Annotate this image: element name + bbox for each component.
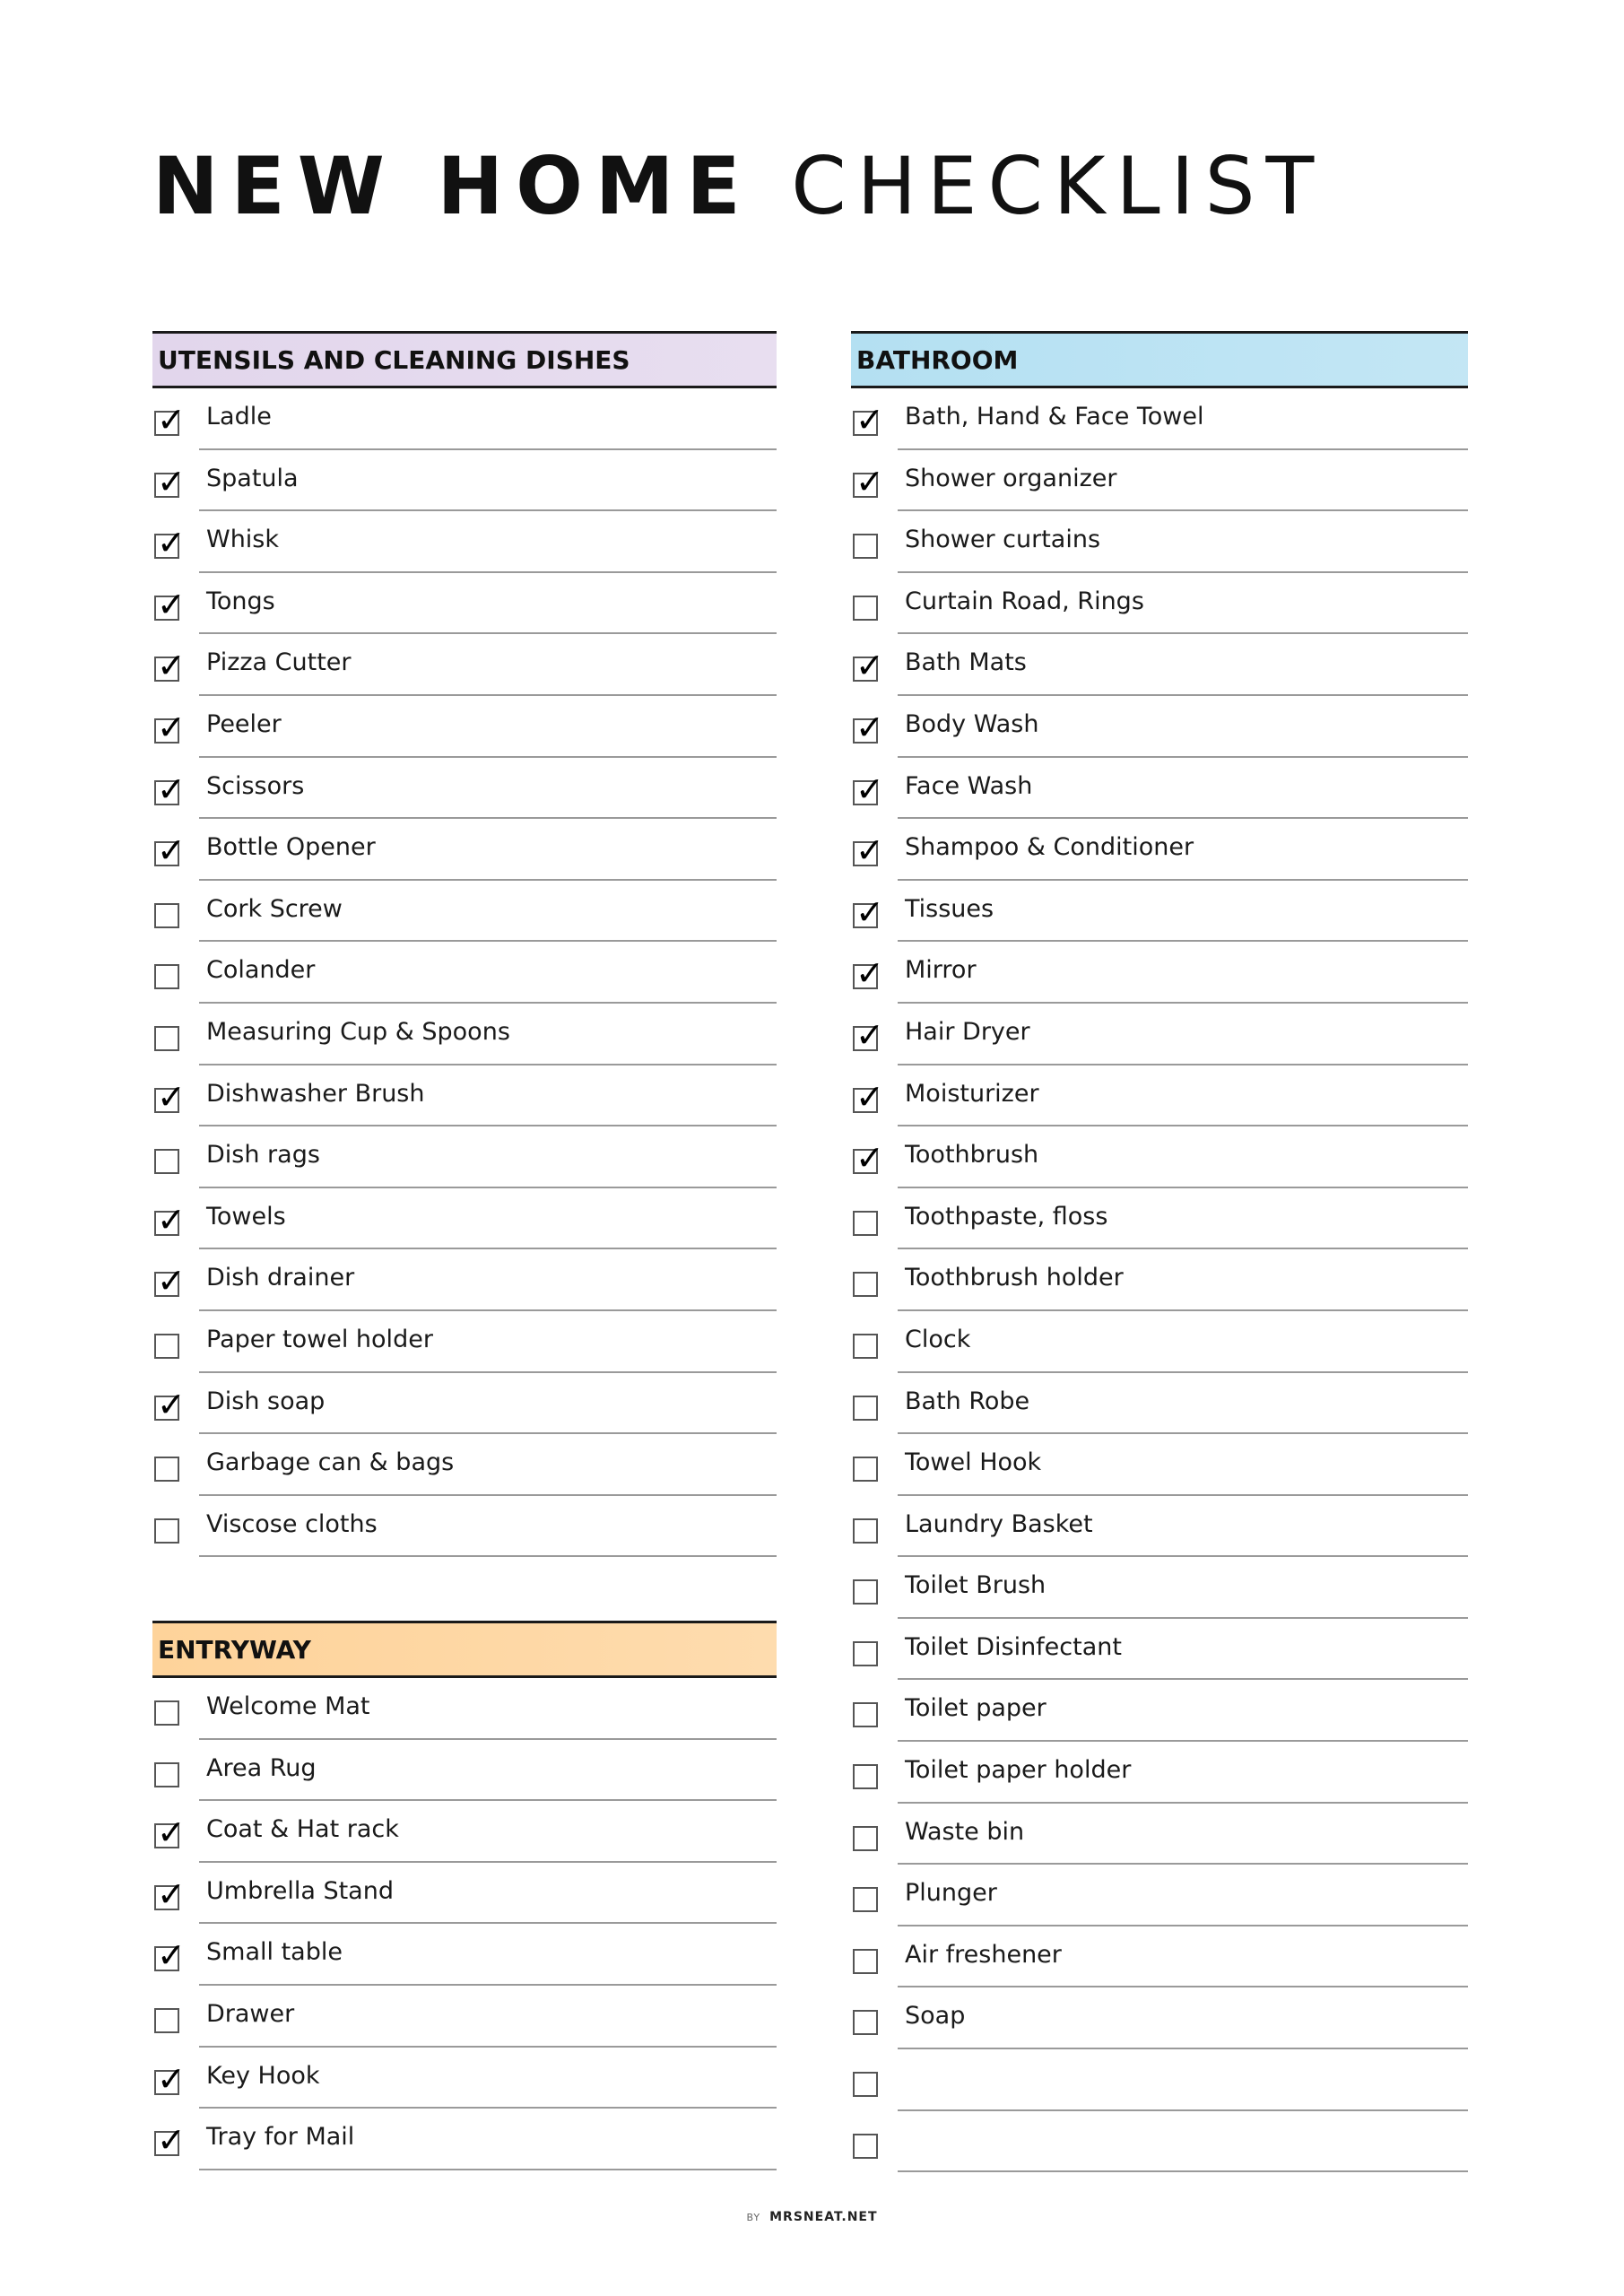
checkbox[interactable] — [154, 584, 186, 624]
item-label: Paper towel holder — [206, 1325, 433, 1353]
checklist-item — [851, 1557, 1468, 1619]
check-mark-icon: ✓ — [157, 646, 186, 686]
item-line — [898, 2049, 1468, 2111]
checkbox[interactable] — [853, 1518, 878, 1544]
item-line — [898, 1126, 1468, 1188]
item-line — [199, 2109, 777, 2170]
checkbox[interactable] — [853, 596, 878, 621]
item-line — [199, 819, 777, 881]
checkbox[interactable] — [853, 2010, 878, 2035]
checkbox[interactable] — [154, 523, 186, 563]
checkbox[interactable] — [853, 646, 884, 686]
checkbox[interactable] — [853, 1579, 878, 1605]
item-line — [898, 511, 1468, 573]
item-label: Drawer — [206, 1999, 295, 2028]
checklist-item — [152, 2109, 777, 2170]
checkbox[interactable] — [154, 1384, 186, 1424]
check-mark-icon: ✓ — [157, 2120, 186, 2161]
item-line — [199, 758, 777, 820]
page-title-light: CHECKLIST — [791, 140, 1325, 232]
checkbox[interactable] — [853, 1702, 878, 1727]
checklist-item — [851, 758, 1468, 820]
item-label: Peeler — [206, 709, 282, 738]
section-title: UTENSILS AND CLEANING DISHES — [158, 344, 630, 375]
item-label: Key Hook — [206, 2061, 320, 2090]
item-line — [199, 881, 777, 943]
item-line — [199, 1496, 777, 1558]
checklist-item — [851, 2111, 1468, 2173]
checklist-item — [851, 1249, 1468, 1311]
item-line — [898, 450, 1468, 512]
page-title — [152, 133, 1324, 240]
checklist-item — [152, 819, 777, 881]
checkbox[interactable] — [853, 461, 884, 501]
item-line — [898, 1557, 1468, 1619]
item-line — [199, 388, 777, 450]
checklist-item — [152, 388, 777, 450]
item-label: Laundry Basket — [905, 1509, 1093, 1538]
item-line — [898, 696, 1468, 758]
checkbox[interactable] — [853, 1138, 884, 1178]
checklist-item — [152, 1249, 777, 1311]
item-label: Bath Mats — [905, 648, 1027, 677]
item-label: Dishwasher Brush — [206, 1079, 425, 1108]
item-line — [898, 1065, 1468, 1127]
checklist-item — [851, 388, 1468, 450]
item-label: Toilet paper holder — [905, 1756, 1132, 1785]
item-line — [199, 1373, 777, 1435]
checklist-item — [152, 1434, 777, 1496]
item-line — [898, 1926, 1468, 1988]
checklist-item — [152, 758, 777, 820]
checklist-item — [851, 1496, 1468, 1558]
checkbox[interactable] — [154, 964, 179, 989]
item-label: Bath Robe — [905, 1387, 1030, 1415]
check-mark-icon: ✓ — [157, 831, 186, 871]
item-label: Bath, Hand & Face Towel — [905, 403, 1204, 430]
item-label: Umbrella Stand — [206, 1876, 394, 1905]
checklist-item — [851, 1804, 1468, 1866]
checklist-item — [152, 1496, 777, 1558]
item-label: Tongs — [206, 587, 275, 615]
item-label: Towels — [206, 1202, 286, 1231]
footer-by: BY — [746, 2212, 761, 2223]
checklist-item — [851, 1065, 1468, 1127]
checklist-item — [152, 450, 777, 512]
item-label: Body Wash — [905, 709, 1039, 738]
item-line — [898, 1188, 1468, 1250]
item-line — [898, 1619, 1468, 1681]
checkbox[interactable] — [154, 1026, 179, 1051]
checkbox[interactable] — [154, 400, 186, 439]
item-label: Toothbrush holder — [905, 1264, 1124, 1292]
checklist-item — [851, 819, 1468, 881]
section-title: BATHROOM — [856, 344, 1019, 375]
checklist-item — [152, 573, 777, 635]
checkbox[interactable] — [853, 1272, 878, 1297]
item-line — [898, 881, 1468, 943]
item-line — [199, 634, 777, 696]
checklist-item — [851, 1926, 1468, 1988]
item-label: Toothbrush — [905, 1141, 1039, 1170]
checklist-item — [152, 1678, 777, 1740]
checkbox[interactable] — [154, 2120, 186, 2161]
item-label: Toilet paper — [905, 1694, 1046, 1723]
item-line — [199, 2048, 777, 2109]
item-line — [898, 758, 1468, 820]
checklist-item — [851, 573, 1468, 635]
item-label: Small table — [206, 1938, 343, 1967]
checklist-item — [851, 634, 1468, 696]
checklist-item — [851, 1680, 1468, 1742]
checkbox[interactable] — [853, 1334, 878, 1359]
item-label: Clock — [905, 1325, 971, 1353]
item-label: Plunger — [905, 1879, 997, 1908]
check-mark-icon: ✓ — [157, 707, 186, 747]
check-mark-icon: ✓ — [157, 1813, 186, 1853]
checklist-utensils — [152, 388, 777, 1557]
checkbox[interactable] — [154, 461, 186, 501]
checklist-item — [851, 1619, 1468, 1681]
item-line — [199, 696, 777, 758]
item-line — [199, 1986, 777, 2048]
item-label: Colander — [206, 956, 316, 985]
check-mark-icon: ✓ — [157, 400, 186, 439]
item-line — [199, 1434, 777, 1496]
checkbox[interactable] — [853, 953, 884, 994]
item-label: Dish soap — [206, 1387, 326, 1415]
checkbox[interactable] — [853, 2072, 878, 2097]
item-line — [898, 819, 1468, 881]
check-mark-icon: ✓ — [855, 707, 884, 747]
item-label: Spatula — [206, 464, 299, 492]
checklist-item — [851, 511, 1468, 573]
checkbox[interactable] — [853, 2134, 878, 2159]
item-label: Hair Dryer — [905, 1017, 1030, 1046]
checkbox[interactable] — [853, 831, 884, 871]
checkbox[interactable] — [853, 1641, 878, 1666]
check-mark-icon: ✓ — [157, 1874, 186, 1914]
checkbox[interactable] — [154, 1935, 186, 1976]
check-mark-icon: ✓ — [157, 769, 186, 809]
checkbox[interactable] — [853, 769, 884, 809]
item-line — [898, 1680, 1468, 1742]
footer-site: MRSNEAT.NET — [769, 2210, 878, 2224]
checklist-entryway — [152, 1678, 777, 2170]
checkbox[interactable] — [853, 1887, 878, 1912]
checkbox[interactable] — [853, 534, 878, 559]
checkbox[interactable] — [154, 1518, 179, 1544]
section-title: ENTRYWAY — [158, 1634, 311, 1665]
item-label: Tray for Mail — [206, 2123, 355, 2152]
item-line — [898, 1311, 1468, 1373]
section-bathroom — [851, 331, 1468, 2172]
checklist-item — [851, 450, 1468, 512]
item-label: Cork Screw — [206, 894, 343, 923]
item-label: Coat & Hat rack — [206, 1815, 399, 1844]
checkbox[interactable] — [154, 903, 179, 928]
item-line — [199, 511, 777, 573]
checkbox[interactable] — [154, 1762, 179, 1787]
item-line — [199, 1065, 777, 1127]
checkbox[interactable] — [853, 891, 884, 932]
check-mark-icon: ✓ — [157, 1076, 186, 1117]
checklist-item — [851, 1865, 1468, 1926]
check-mark-icon: ✓ — [157, 1935, 186, 1976]
check-mark-icon: ✓ — [855, 1138, 884, 1178]
check-mark-icon: ✓ — [855, 1014, 884, 1055]
item-line — [898, 1987, 1468, 2049]
item-label: Ladle — [206, 403, 272, 430]
checklist-item — [152, 1126, 777, 1188]
item-line — [199, 1004, 777, 1065]
checkbox[interactable] — [853, 400, 884, 439]
page-title-bold: NEW HOME — [152, 140, 753, 232]
item-label: Soap — [905, 2002, 966, 2031]
item-line — [898, 2111, 1468, 2173]
item-line — [199, 1126, 777, 1188]
item-label: Face Wash — [905, 771, 1033, 800]
checklist-bathroom — [851, 388, 1468, 2172]
checkbox[interactable] — [154, 1199, 186, 1239]
checkbox[interactable] — [154, 769, 186, 809]
item-label: Toothpaste, floss — [905, 1202, 1108, 1231]
item-label: Moisturizer — [905, 1079, 1039, 1108]
check-mark-icon: ✓ — [855, 400, 884, 439]
checklist-item — [851, 2049, 1468, 2111]
checklist-item — [851, 696, 1468, 758]
checkbox[interactable] — [154, 1149, 179, 1174]
item-label: Mirror — [905, 956, 977, 985]
section-utensils — [152, 331, 777, 1557]
item-label: Viscose cloths — [206, 1509, 378, 1538]
item-line — [898, 634, 1468, 696]
section-header-entryway — [152, 1621, 777, 1678]
item-line — [898, 1496, 1468, 1558]
checklist-item — [152, 1801, 777, 1863]
check-mark-icon: ✓ — [157, 461, 186, 501]
check-mark-icon: ✓ — [157, 1384, 186, 1424]
item-label: Waste bin — [905, 1817, 1025, 1846]
item-line — [199, 1188, 777, 1250]
checkbox[interactable] — [154, 1261, 186, 1301]
checkbox[interactable] — [853, 1764, 878, 1789]
checklist-item — [851, 1987, 1468, 2049]
item-label: Towel Hook — [905, 1448, 1042, 1477]
item-label: Garbage can & bags — [206, 1448, 455, 1477]
checkbox[interactable] — [154, 1457, 179, 1482]
checkbox[interactable] — [154, 831, 186, 871]
item-label: Measuring Cup & Spoons — [206, 1017, 510, 1046]
item-line — [898, 1004, 1468, 1065]
checklist-item — [851, 1188, 1468, 1250]
check-mark-icon: ✓ — [157, 2058, 186, 2099]
checkbox[interactable] — [154, 1700, 179, 1726]
item-label: Air freshener — [905, 1940, 1062, 1969]
item-line — [199, 1801, 777, 1863]
checkbox[interactable] — [154, 1334, 179, 1359]
checklist-item — [152, 1311, 777, 1373]
checklist-item — [851, 1373, 1468, 1435]
item-line — [199, 1249, 777, 1311]
item-line — [898, 1742, 1468, 1804]
checkbox[interactable] — [154, 1813, 186, 1853]
item-line — [898, 1865, 1468, 1926]
item-label: Whisk — [206, 526, 280, 554]
checklist-item — [152, 881, 777, 943]
checkbox[interactable] — [853, 1211, 878, 1236]
item-line — [898, 942, 1468, 1004]
check-mark-icon: ✓ — [855, 831, 884, 871]
item-label: Shampoo & Conditioner — [905, 833, 1194, 862]
checkbox[interactable] — [853, 1457, 878, 1482]
item-line — [199, 573, 777, 635]
checkbox[interactable] — [853, 1396, 878, 1421]
item-label: Shower organizer — [905, 464, 1117, 492]
check-mark-icon: ✓ — [855, 769, 884, 809]
checkbox[interactable] — [154, 1874, 186, 1914]
check-mark-icon: ✓ — [855, 891, 884, 932]
checklist-item — [152, 634, 777, 696]
checklist-item — [851, 881, 1468, 943]
check-mark-icon: ✓ — [157, 1261, 186, 1301]
item-label: Bottle Opener — [206, 833, 376, 862]
check-mark-icon: ✓ — [855, 461, 884, 501]
checklist-item — [851, 1004, 1468, 1065]
item-line — [199, 1740, 777, 1802]
item-label: Tissues — [905, 894, 994, 923]
item-label: Shower curtains — [905, 526, 1101, 554]
check-mark-icon: ✓ — [855, 646, 884, 686]
footer-credit — [0, 2210, 1624, 2224]
item-label: Dish rags — [206, 1141, 320, 1170]
section-entryway — [152, 1621, 777, 2170]
item-line — [898, 1373, 1468, 1435]
item-label: Pizza Cutter — [206, 648, 352, 677]
checklist-item — [152, 696, 777, 758]
item-label: Toilet Disinfectant — [905, 1632, 1122, 1661]
checklist-item — [152, 1188, 777, 1250]
checklist-item — [152, 511, 777, 573]
item-line — [199, 1863, 777, 1925]
checklist-item — [152, 1004, 777, 1065]
checklist-item — [152, 1986, 777, 2048]
check-mark-icon: ✓ — [157, 1199, 186, 1239]
check-mark-icon: ✓ — [855, 1076, 884, 1117]
checklist-item — [152, 1065, 777, 1127]
item-line — [898, 573, 1468, 635]
item-line — [898, 1249, 1468, 1311]
checklist-item — [152, 2048, 777, 2109]
checkbox[interactable] — [853, 707, 884, 747]
checklist-item — [152, 1373, 777, 1435]
item-line — [199, 1678, 777, 1740]
check-mark-icon: ✓ — [157, 523, 186, 563]
item-line — [199, 1924, 777, 1986]
item-line — [898, 388, 1468, 450]
check-mark-icon: ✓ — [855, 953, 884, 994]
item-label: Area Rug — [206, 1753, 317, 1782]
checklist-item — [851, 1742, 1468, 1804]
checklist-item — [851, 1434, 1468, 1496]
checkbox[interactable] — [154, 1076, 186, 1117]
checkbox[interactable] — [853, 1826, 878, 1851]
item-label: Curtain Road, Rings — [905, 587, 1144, 615]
item-line — [199, 450, 777, 512]
item-label: Toilet Brush — [905, 1571, 1046, 1600]
checkbox[interactable] — [853, 1076, 884, 1117]
item-label: Welcome Mat — [206, 1692, 370, 1720]
checkbox[interactable] — [853, 1949, 878, 1974]
item-line — [199, 942, 777, 1004]
section-header-bathroom — [851, 331, 1468, 388]
item-label: Scissors — [206, 771, 305, 800]
checkbox[interactable] — [853, 1014, 884, 1055]
item-line — [199, 1311, 777, 1373]
checkbox[interactable] — [154, 2058, 186, 2099]
checkbox[interactable] — [154, 707, 186, 747]
checklist-item — [851, 942, 1468, 1004]
item-line — [898, 1434, 1468, 1496]
checklist-item — [152, 942, 777, 1004]
item-line — [898, 1804, 1468, 1866]
checkbox[interactable] — [154, 646, 186, 686]
item-label: Dish drainer — [206, 1264, 355, 1292]
checklist-item — [152, 1740, 777, 1802]
section-header-utensils — [152, 331, 777, 388]
checklist-item — [851, 1126, 1468, 1188]
check-mark-icon: ✓ — [157, 584, 186, 624]
checkbox[interactable] — [154, 2008, 179, 2033]
checklist-item — [152, 1924, 777, 1986]
checklist-item — [152, 1863, 777, 1925]
checklist-item — [851, 1311, 1468, 1373]
